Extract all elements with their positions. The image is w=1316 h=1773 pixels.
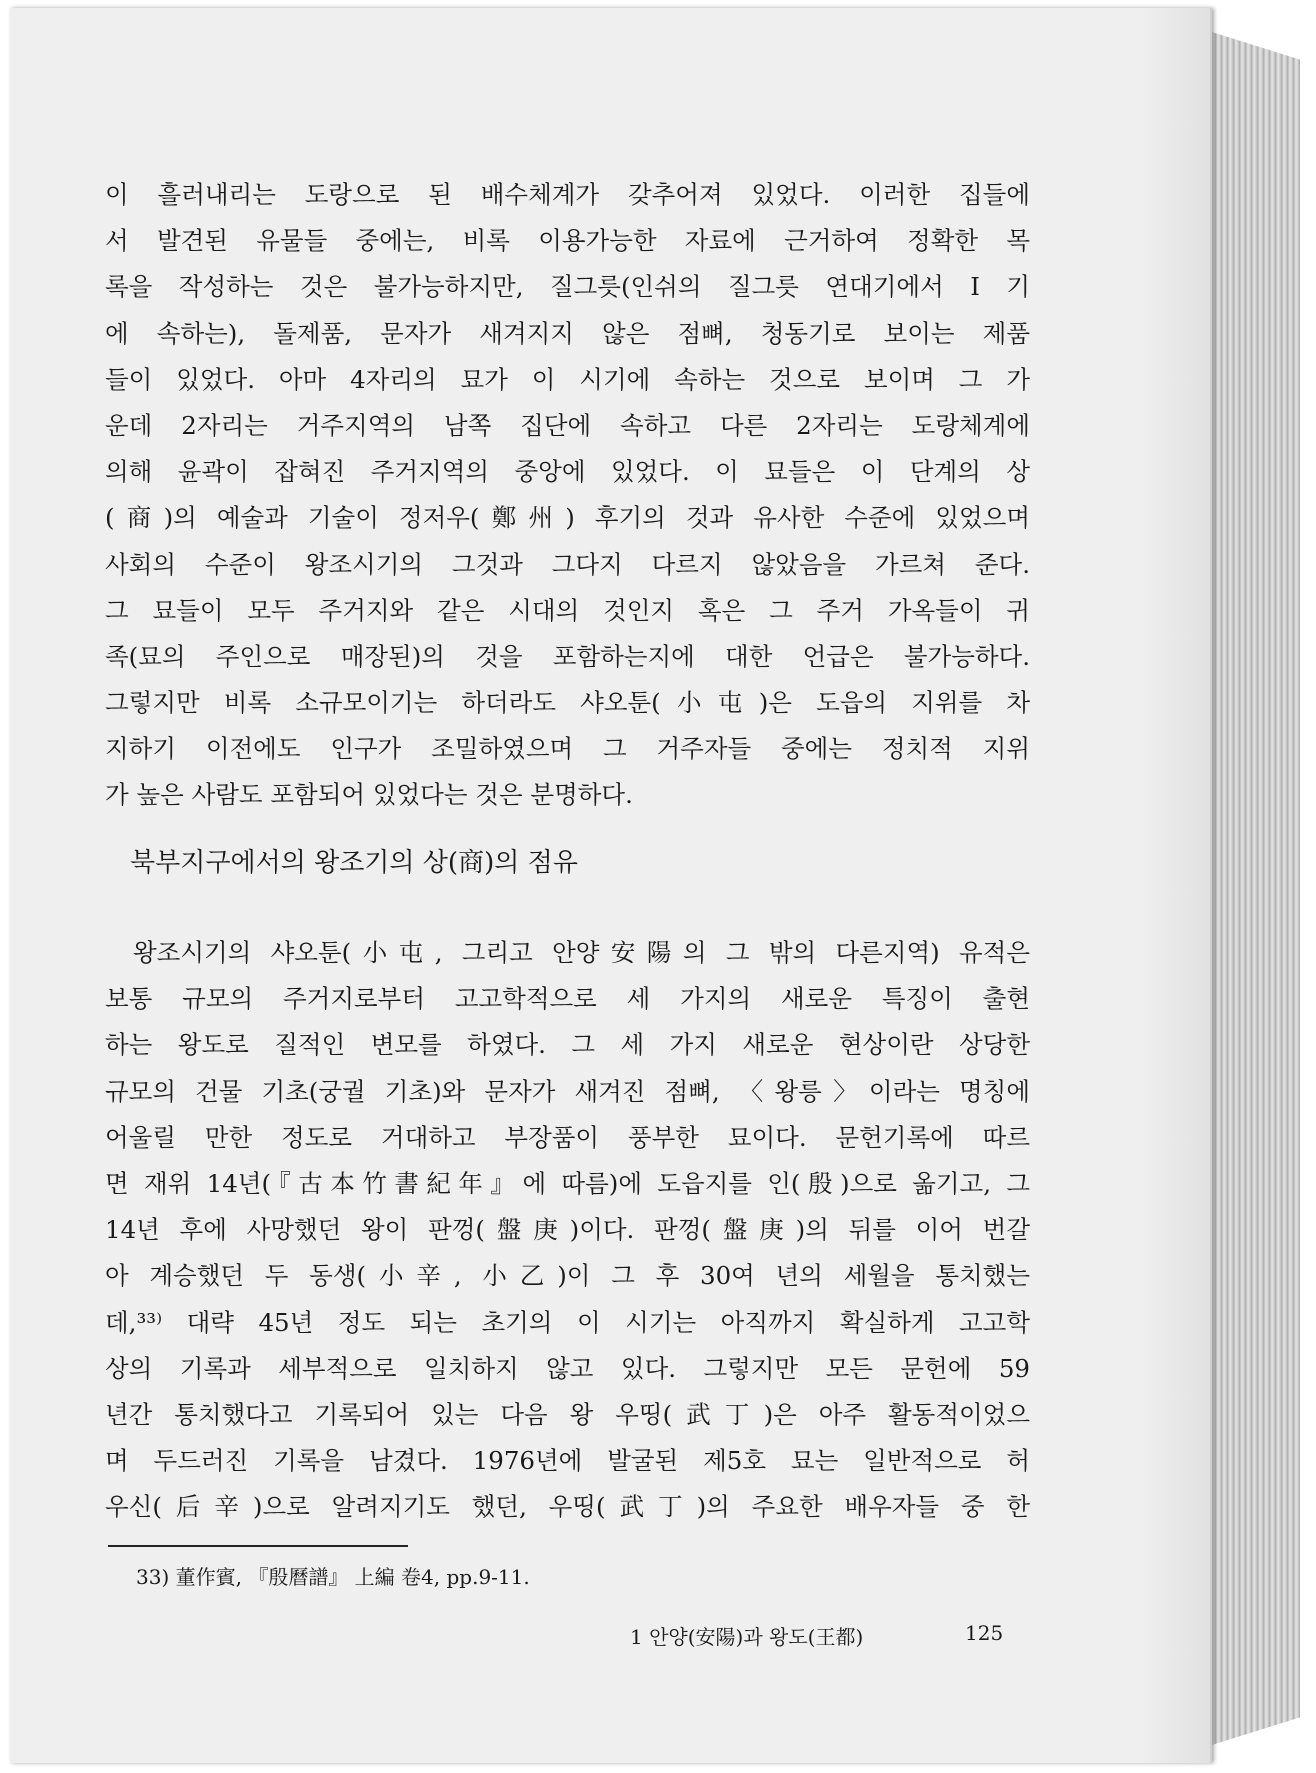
paragraph-line: 년간 통치했다고 기록되어 있는 다음 왕 우띵(武丁)은 아주 활동적이었으 [105,1399,1030,1429]
paragraph-line: 우신(后辛)으로 알려지기도 했던, 우띵(武丁)의 주요한 배우자들 중 한 [105,1492,1030,1522]
paragraph-line: 며 두드러진 기록을 남겼다. 1976년에 발굴된 제5호 묘는 일반적으로 허 [105,1446,1030,1476]
paragraph-line: 보통 규모의 주거지로부터 고고학적으로 세 가지의 새로운 특징이 출현 [105,984,1030,1014]
footnote-divider [108,1545,408,1547]
section-heading: 북부지구에서의 왕조기의 상(商)의 점유 [130,848,578,878]
paragraph-line: 하는 왕도로 질적인 변모를 하였다. 그 세 가지 새로운 현상이란 상당한 [105,1030,1030,1060]
paragraph-line: 데,³³⁾ 대략 45년 정도 되는 초기의 이 시기는 아직까지 확실하게 고고학 [105,1307,1030,1337]
paragraph-2 [105,930,1030,1530]
paragraph-line: 들이 있었다. 아마 4자리의 묘가 이 시기에 속하는 것으로 보이며 그 가 [105,364,1030,394]
paragraph-line: 가 높은 사람도 포함되어 있었다는 것은 분명하다. [105,780,633,810]
page-number: 125 [965,1621,1004,1645]
paragraph-line: 왕조시기의 샤오툰(小屯, 그리고 안양安陽의 그 밖의 다른지역) 유적은 [133,938,1030,967]
paragraph-line: 그렇지만 비록 소규모이기는 하더라도 샤오툰(小屯)은 도읍의 지위를 차 [105,688,1030,718]
paragraph-line: 어울릴 만한 정도로 거대하고 부장품이 풍부한 묘이다. 문헌기록에 따르 [105,1122,1030,1152]
paragraph-line: 지하기 이전에도 인구가 조밀하였으며 그 거주자들 중에는 정치적 지위 [105,734,1030,764]
running-footer: 1 안양(安陽)과 왕도(王都) [630,1625,864,1649]
paragraph-line: 이 흘러내리는 도랑으로 된 배수체계가 갖추어져 있었다. 이러한 집들에 [105,180,1030,209]
paragraph-line: 에 속하는), 돌제품, 문자가 새겨지지 않은 점뼈, 청동기로 보이는 제품 [105,318,1030,348]
paragraph-line: 사회의 수준이 왕조시기의 그것과 그다지 다르지 않았음을 가르쳐 준다. [105,549,1030,579]
paragraph-line: 면 재위 14년(『古本竹書紀年』에 따름)에 도읍지를 인(殷)으로 옮기고, 그 [105,1168,1030,1198]
footnote: 33) 董作賓, 『殷曆譜』 上編 卷4, pp.9-11. [136,1565,530,1589]
paragraph-line: 그 묘들이 모두 주거지와 같은 시대의 것인지 혹은 그 주거 가옥들이 귀 [105,595,1030,625]
paragraph-line: 록을 작성하는 것은 불가능하지만, 질그릇(인쉬의 질그릇 연대기에서 I 기 [105,272,1030,302]
paragraph-line: 14년 후에 사망했던 왕이 판껑(盤庚)이다. 판껑(盤庚)의 뒤를 이어 번갈 [105,1215,1030,1245]
paragraph-line: 아 계승했던 두 동생(小辛, 小乙)이 그 후 30여 년의 세월을 통치했는 [105,1261,1030,1291]
paragraph-line: (商)의 예술과 기술이 정저우(鄭州) 후기의 것과 유사한 수준에 있었으며 [105,503,1030,533]
paragraph-line: 족(묘의 주인으로 매장된)의 것을 포함하는지에 대한 언급은 불가능하다. [105,641,1030,671]
page-fold-shadow [1140,8,1210,1763]
paragraph-line: 상의 기록과 세부적으로 일치하지 않고 있다. 그렇지만 모든 문헌에 59 [105,1353,1030,1383]
paragraph-line: 운데 2자리는 거주지역의 남쪽 집단에 속하고 다른 2자리는 도랑체계에 [105,410,1030,440]
book-page [10,8,1212,1763]
paragraph-line: 의해 윤곽이 잡혀진 주거지역의 중앙에 있었다. 이 묘들은 이 단계의 상 [105,457,1030,487]
paragraph-line: 규모의 건물 기초(궁궐 기초)와 문자가 새겨진 점뼈, 〈왕릉〉이라는 명칭에 [105,1076,1030,1106]
paragraph-line: 서 발견된 유물들 중에는, 비록 이용가능한 자료에 근거하여 정확한 목 [105,226,1030,256]
paragraph-1 [105,172,1030,819]
